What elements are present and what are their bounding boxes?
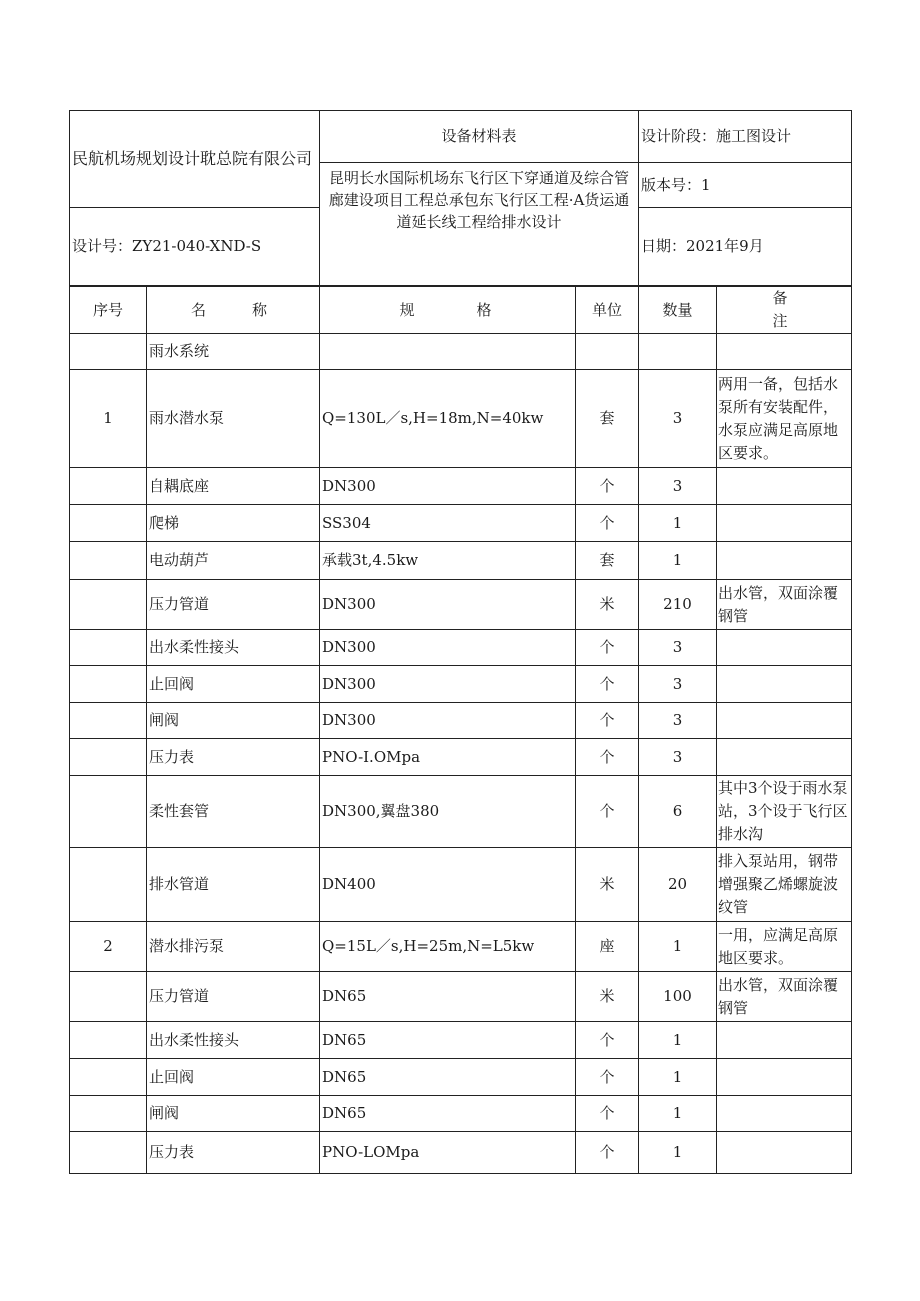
cell-name: 雨水系统 bbox=[147, 334, 320, 370]
cell-name: 压力表 bbox=[147, 739, 320, 776]
cell-unit: 个 bbox=[576, 1022, 639, 1059]
table-row bbox=[70, 334, 852, 370]
cell-seq bbox=[70, 505, 147, 542]
table-header-row bbox=[70, 287, 852, 334]
cell-qty: 210 bbox=[639, 580, 717, 630]
cell-name: 爬梯 bbox=[147, 505, 320, 542]
table-row bbox=[70, 1059, 852, 1096]
cell-qty: 3 bbox=[639, 370, 717, 468]
cell-unit: 米 bbox=[576, 972, 639, 1022]
cell-seq bbox=[70, 1096, 147, 1132]
table-row bbox=[70, 580, 852, 630]
cell-name: 压力管道 bbox=[147, 972, 320, 1022]
cell-unit: 套 bbox=[576, 542, 639, 580]
cell-spec: DN65 bbox=[320, 1022, 576, 1059]
cell-remark bbox=[717, 1059, 852, 1096]
cell-remark bbox=[717, 468, 852, 505]
cell-spec: PNO-LOMpa bbox=[320, 1132, 576, 1174]
cell-qty: 3 bbox=[639, 703, 717, 739]
cell-unit: 米 bbox=[576, 580, 639, 630]
cell-unit: 个 bbox=[576, 1132, 639, 1174]
cell-name: 压力管道 bbox=[147, 580, 320, 630]
cell-unit: 个 bbox=[576, 468, 639, 505]
col-header-name: 名称 bbox=[147, 287, 320, 334]
cell-remark bbox=[717, 739, 852, 776]
cell-remark: 一用，应满足高原地区要求。 bbox=[717, 922, 852, 972]
cell-qty: 3 bbox=[639, 666, 717, 703]
cell-qty: 1 bbox=[639, 1096, 717, 1132]
cell-spec: Q=15L／s,H=25m,N=L5kw bbox=[320, 922, 576, 972]
cell-qty: 1 bbox=[639, 542, 717, 580]
cell-remark: 出水管，双面涂覆钢管 bbox=[717, 580, 852, 630]
cell-seq bbox=[70, 848, 147, 922]
col-header-remark: 备注 bbox=[717, 287, 852, 334]
header-table bbox=[69, 110, 852, 286]
cell-remark bbox=[717, 666, 852, 703]
cell-spec: 承载3t,4.5kw bbox=[320, 542, 576, 580]
cell-seq bbox=[70, 739, 147, 776]
cell-remark: 两用一备，包括水泵所有安装配件，水泵应满足高原地区要求。 bbox=[717, 370, 852, 468]
cell-unit: 个 bbox=[576, 1096, 639, 1132]
cell-unit: 座 bbox=[576, 922, 639, 972]
cell-seq bbox=[70, 468, 147, 505]
cell-remark: 排入泵站用，钢带增强聚乙烯螺旋波纹管 bbox=[717, 848, 852, 922]
cell-unit: 个 bbox=[576, 505, 639, 542]
cell-seq bbox=[70, 972, 147, 1022]
cell-name: 排水管道 bbox=[147, 848, 320, 922]
cell-qty bbox=[639, 334, 717, 370]
cell-name: 止回阀 bbox=[147, 1059, 320, 1096]
cell-remark bbox=[717, 334, 852, 370]
cell-name: 潜水排污泵 bbox=[147, 922, 320, 972]
cell-seq bbox=[70, 334, 147, 370]
cell-qty: 1 bbox=[639, 1022, 717, 1059]
cell-qty: 100 bbox=[639, 972, 717, 1022]
cell-remark bbox=[717, 630, 852, 666]
cell-name: 出水柔性接头 bbox=[147, 630, 320, 666]
cell-name: 柔性套管 bbox=[147, 776, 320, 848]
cell-remark bbox=[717, 703, 852, 739]
cell-qty: 3 bbox=[639, 468, 717, 505]
cell-unit: 个 bbox=[576, 739, 639, 776]
cell-unit: 套 bbox=[576, 370, 639, 468]
table-row bbox=[70, 848, 852, 922]
cell-qty: 1 bbox=[639, 922, 717, 972]
cell-seq bbox=[70, 1022, 147, 1059]
cell-seq bbox=[70, 630, 147, 666]
cell-spec: DN300 bbox=[320, 703, 576, 739]
cell-remark bbox=[717, 1022, 852, 1059]
cell-spec: DN300,翼盘380 bbox=[320, 776, 576, 848]
cell-unit: 米 bbox=[576, 848, 639, 922]
cell-spec: SS304 bbox=[320, 505, 576, 542]
cell-qty: 20 bbox=[639, 848, 717, 922]
cell-name: 电动葫芦 bbox=[147, 542, 320, 580]
table-row bbox=[70, 630, 852, 666]
cell-seq bbox=[70, 1059, 147, 1096]
cell-spec: Q=130L／s,H=18m,N=40kw bbox=[320, 370, 576, 468]
cell-seq: 2 bbox=[70, 922, 147, 972]
cell-spec bbox=[320, 334, 576, 370]
cell-remark bbox=[717, 1096, 852, 1132]
cell-spec: DN300 bbox=[320, 468, 576, 505]
cell-seq bbox=[70, 666, 147, 703]
table-row bbox=[70, 922, 852, 972]
cell-qty: 1 bbox=[639, 1132, 717, 1174]
cell-seq bbox=[70, 776, 147, 848]
cell-unit bbox=[576, 334, 639, 370]
cell-spec: DN65 bbox=[320, 972, 576, 1022]
cell-name: 闸阀 bbox=[147, 703, 320, 739]
cell-seq bbox=[70, 703, 147, 739]
cell-qty: 1 bbox=[639, 1059, 717, 1096]
cell-unit: 个 bbox=[576, 630, 639, 666]
cell-remark bbox=[717, 1132, 852, 1174]
cell-unit: 个 bbox=[576, 666, 639, 703]
cell-seq: 1 bbox=[70, 370, 147, 468]
cell-remark bbox=[717, 542, 852, 580]
cell-spec: DN300 bbox=[320, 666, 576, 703]
table-row bbox=[70, 1096, 852, 1132]
document-title: 设备材料表 bbox=[320, 111, 639, 163]
cell-spec: DN300 bbox=[320, 630, 576, 666]
cell-spec: DN300 bbox=[320, 580, 576, 630]
table-row bbox=[70, 468, 852, 505]
col-header-seq: 序号 bbox=[70, 287, 147, 334]
cell-spec: DN65 bbox=[320, 1096, 576, 1132]
table-row bbox=[70, 542, 852, 580]
table-row bbox=[70, 1022, 852, 1059]
material-table bbox=[69, 286, 852, 1174]
table-row bbox=[70, 666, 852, 703]
version-number: 版本号：1 bbox=[639, 163, 852, 208]
cell-remark bbox=[717, 505, 852, 542]
cell-remark: 出水管，双面涂覆钢管 bbox=[717, 972, 852, 1022]
cell-seq bbox=[70, 542, 147, 580]
cell-name: 闸阀 bbox=[147, 1096, 320, 1132]
cell-name: 止回阀 bbox=[147, 666, 320, 703]
cell-seq bbox=[70, 1132, 147, 1174]
col-header-unit: 单位 bbox=[576, 287, 639, 334]
cell-spec: DN65 bbox=[320, 1059, 576, 1096]
col-header-qty: 数量 bbox=[639, 287, 717, 334]
table-row bbox=[70, 703, 852, 739]
cell-unit: 个 bbox=[576, 703, 639, 739]
cell-name: 自耦底座 bbox=[147, 468, 320, 505]
cell-qty: 3 bbox=[639, 630, 717, 666]
cell-unit: 个 bbox=[576, 1059, 639, 1096]
cell-name: 出水柔性接头 bbox=[147, 1022, 320, 1059]
cell-unit: 个 bbox=[576, 776, 639, 848]
design-stage: 设计阶段：施工图设计 bbox=[639, 111, 852, 163]
table-row bbox=[70, 505, 852, 542]
table-row bbox=[70, 972, 852, 1022]
col-header-spec: 规格 bbox=[320, 287, 576, 334]
cell-spec: PNO-I.OMpa bbox=[320, 739, 576, 776]
project-name: 昆明长水国际机场东飞行区下穿通道及综合管廊建设项目工程总承包东飞行区工程·A货运通道延长线工程给排水设计 bbox=[320, 163, 639, 286]
design-number: 设计号：ZY21-040-XND-S bbox=[70, 208, 320, 286]
cell-remark: 其中3个设于雨水泵站，3个设于飞行区排水沟 bbox=[717, 776, 852, 848]
cell-qty: 6 bbox=[639, 776, 717, 848]
cell-name: 压力表 bbox=[147, 1132, 320, 1174]
cell-name: 雨水潜水泵 bbox=[147, 370, 320, 468]
cell-qty: 3 bbox=[639, 739, 717, 776]
table-row bbox=[70, 1132, 852, 1174]
cell-spec: DN400 bbox=[320, 848, 576, 922]
table-row bbox=[70, 370, 852, 468]
issue-date: 日期：2021年9月 bbox=[639, 208, 852, 286]
company-name: 民航机场规划设计耽总院有限公司 bbox=[70, 111, 320, 208]
table-row bbox=[70, 739, 852, 776]
table-row bbox=[70, 776, 852, 848]
cell-qty: 1 bbox=[639, 505, 717, 542]
cell-seq bbox=[70, 580, 147, 630]
equipment-material-sheet bbox=[69, 110, 851, 1174]
